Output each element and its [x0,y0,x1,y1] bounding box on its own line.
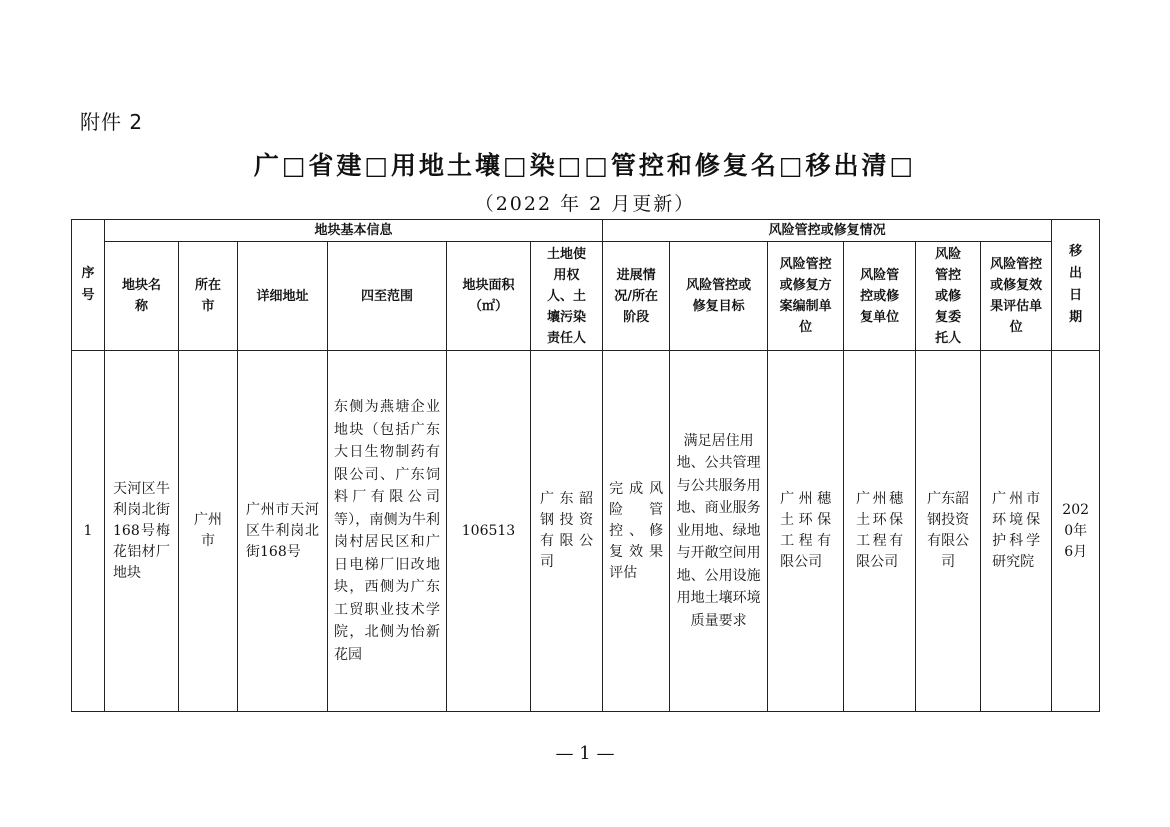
document-subtitle: （2022 年 2 月更新） [474,193,696,215]
attachment-label: 附件 2 [80,110,144,134]
page-number: — 1 — [555,743,615,764]
header-column-row [72,242,1100,351]
cell-land-user: 广东韶钢投资有限公司 [531,351,603,712]
header-remediation-unit: 风险管控或修复单位 [844,242,916,351]
cell-remediation-unit: 广州穗土环保工程有限公司 [844,351,916,712]
cell-progress: 完成风险管控、修复效果评估 [603,351,670,712]
cell-removal-date: 2020年6月 [1052,351,1100,712]
header-risk-control: 风险管控或修复情况 [603,220,1052,242]
cell-client: 广东韶钢投资有限公司 [916,351,981,712]
cell-plan-unit: 广州穗土环保工程有限公司 [768,351,844,712]
header-plan-unit: 风险管控或修复方案编制单位 [768,242,844,351]
header-removal-date: 移出日期 [1052,220,1100,351]
removal-list-table [71,219,1100,712]
header-plot-name: 地块名称 [105,242,179,351]
header-area: 地块面积（㎡） [447,242,531,351]
cell-target: 满足居住用地、公共管理与公共服务用地、商业服务业用地、绿地与开敞空间用地、公用设施用地土壤环境质量要求 [670,351,768,712]
header-basic-info: 地块基本信息 [105,220,603,242]
header-group-row [72,220,1100,242]
document-title: 广□省建□用地土壤□染□□管控和修复名□移出清□ [253,151,917,180]
header-address: 详细地址 [238,242,328,351]
cell-area: 106513 [447,351,531,712]
header-city: 所在市 [179,242,238,351]
cell-evaluation-unit: 广州市环境保护科学研究院 [981,351,1052,712]
cell-plot-name: 天河区牛利岗北街168号梅花铝材厂地块 [105,351,179,712]
cell-seq: 1 [72,351,105,712]
header-seq: 序号 [72,220,105,351]
header-target: 风险管控或修复目标 [670,242,768,351]
header-land-user: 土地使用权人、土壤污染责任人 [531,242,603,351]
header-evaluation-unit: 风险管控或修复效果评估单位 [981,242,1052,351]
header-client: 风险管控或修复委托人 [916,242,981,351]
cell-city: 广州市 [179,351,238,712]
table-row [72,351,1100,712]
cell-address: 广州市天河区牛利岗北街168号 [238,351,328,712]
cell-boundaries: 东侧为燕塘企业地块（包括广东大日生物制药有限公司、广东饲料厂有限公司等），南侧为牛利岗村居民区和广日电梯厂旧改地块，西侧为广东工贸职业技术学院，北侧为怡新花园 [328,351,447,712]
header-progress: 进展情况/所在阶段 [603,242,670,351]
header-boundaries: 四至范围 [328,242,447,351]
